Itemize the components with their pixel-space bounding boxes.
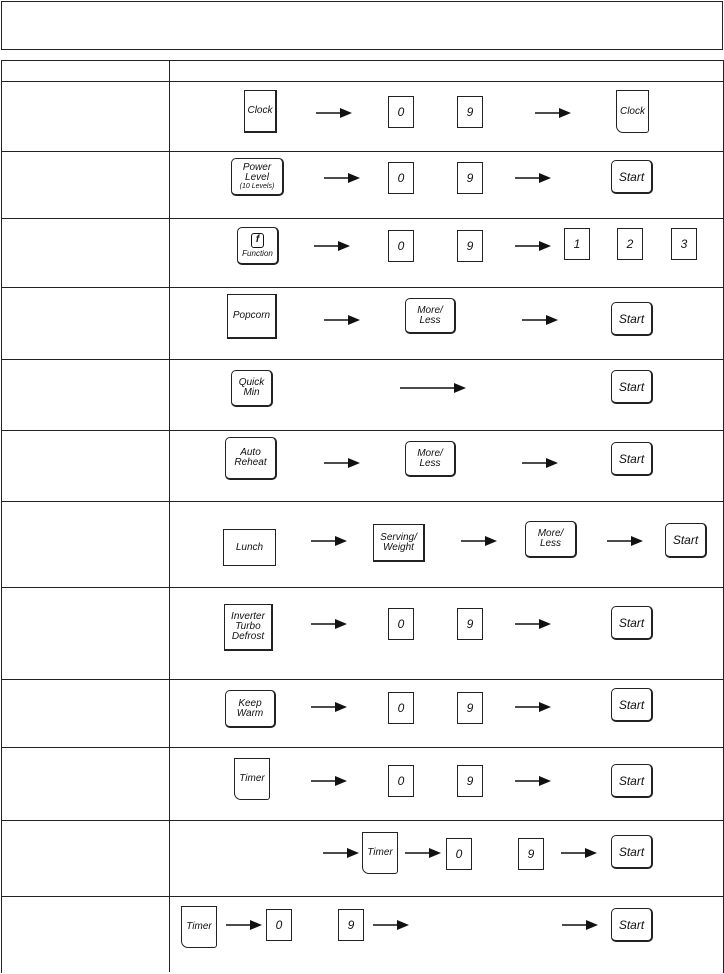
- digit-0-key[interactable]: [388, 230, 414, 262]
- table-row-divider: [1, 430, 723, 431]
- start-key[interactable]: [611, 302, 653, 336]
- keep-warm-key[interactable]: [225, 690, 276, 728]
- keep-warm-key-label: Keep Warm: [236, 697, 264, 719]
- clock-key[interactable]: [616, 90, 649, 133]
- digit-9-label: 9: [466, 617, 474, 631]
- more-less-key[interactable]: [525, 521, 577, 558]
- arrow-right-icon: [311, 774, 347, 788]
- table-row-divider: [1, 679, 723, 680]
- digit-0-label: 0: [397, 239, 405, 253]
- start-key-label: Start: [618, 451, 645, 466]
- table-column-divider: [169, 60, 170, 972]
- auto-reheat-key[interactable]: [225, 437, 277, 480]
- digit-1-label: 1: [573, 237, 581, 251]
- start-key-label: Start: [618, 773, 645, 788]
- digit-0-label: 0: [455, 847, 463, 861]
- table-row-divider: [1, 359, 723, 360]
- arrow-right-icon: [311, 534, 347, 548]
- digit-9-key[interactable]: [457, 96, 483, 128]
- start-key-label: Start: [672, 533, 699, 547]
- arrow-right-icon: [515, 171, 551, 185]
- serving-weight-key-label: Serving/ Weight: [380, 531, 417, 553]
- more-less-key-label: More/ Less: [417, 304, 443, 326]
- timer-key[interactable]: [362, 832, 398, 874]
- table-row-divider: [1, 747, 723, 748]
- digit-0-key[interactable]: [388, 608, 414, 640]
- digit-0-key[interactable]: [388, 692, 414, 724]
- clock-key-label: Clock: [619, 105, 645, 117]
- table-row-divider: [1, 820, 723, 821]
- digit-3-key[interactable]: [671, 228, 697, 260]
- arrow-right-icon: [515, 700, 551, 714]
- arrow-right-icon: [405, 846, 441, 860]
- digit-9-key[interactable]: [457, 608, 483, 640]
- arrow-right-icon: [515, 239, 551, 253]
- arrow-right-icon: [522, 313, 558, 327]
- start-key-label: Start: [618, 844, 645, 859]
- lunch-key-label: Lunch: [235, 541, 264, 553]
- arrow-right-icon: [400, 381, 466, 395]
- start-key-label: Start: [618, 379, 645, 394]
- more-less-key[interactable]: [405, 298, 456, 334]
- digit-0-label: 0: [275, 918, 283, 932]
- arrow-right-icon: [515, 617, 551, 631]
- arrow-right-icon: [311, 617, 347, 631]
- digit-0-key[interactable]: [388, 162, 414, 194]
- more-less-key-label: More/ Less: [417, 447, 443, 469]
- lunch-key[interactable]: [223, 529, 276, 566]
- arrow-right-icon: [373, 918, 409, 932]
- table-row-divider: [1, 151, 723, 152]
- arrow-right-icon: [226, 918, 262, 932]
- quick-min-key[interactable]: [231, 370, 273, 407]
- clock-key-label: Clock: [247, 105, 273, 116]
- start-key-label: Start: [618, 311, 645, 326]
- arrow-right-icon: [324, 456, 360, 470]
- arrow-right-icon: [324, 313, 360, 327]
- digit-9-key[interactable]: [457, 230, 483, 262]
- digit-0-key[interactable]: [388, 765, 414, 797]
- digit-0-key[interactable]: [388, 96, 414, 128]
- function-key-label: Function: [242, 249, 273, 258]
- digit-9-key[interactable]: [338, 909, 364, 941]
- timer-key-label: Timer: [367, 847, 393, 858]
- inverter-turbo-defrost-label: Inverter Turbo Defrost: [231, 611, 265, 642]
- digit-2-label: 2: [626, 237, 634, 251]
- clock-key[interactable]: [244, 90, 277, 133]
- power-level-sublabel: (10 Levels): [239, 182, 275, 190]
- digit-0-label: 0: [397, 105, 405, 119]
- timer-key-label: Timer: [186, 921, 212, 932]
- arrow-right-icon: [607, 534, 643, 548]
- digit-9-label: 9: [347, 918, 355, 932]
- digit-9-label: 9: [466, 105, 474, 119]
- digit-9-label: 9: [527, 847, 535, 861]
- auto-reheat-key-label: Auto Reheat: [234, 447, 267, 468]
- digit-9-label: 9: [466, 701, 474, 715]
- arrow-right-icon: [324, 171, 360, 185]
- popcorn-key[interactable]: [227, 294, 277, 339]
- serving-weight-key[interactable]: [373, 524, 425, 562]
- start-key[interactable]: [611, 370, 653, 404]
- digit-0-label: 0: [397, 774, 405, 788]
- digit-9-key[interactable]: [457, 765, 483, 797]
- power-level-label: Power Level: [242, 161, 272, 183]
- arrow-right-icon: [314, 239, 350, 253]
- digit-3-label: 3: [680, 237, 688, 251]
- header-box: [1, 1, 723, 50]
- start-key[interactable]: [611, 764, 653, 798]
- start-key[interactable]: [665, 523, 707, 558]
- start-key[interactable]: [611, 160, 653, 194]
- power-level-key[interactable]: [231, 158, 284, 196]
- arrow-right-icon: [515, 774, 551, 788]
- start-key-label: Start: [618, 917, 645, 932]
- inverter-turbo-defrost-key[interactable]: [224, 604, 273, 651]
- arrow-right-icon: [323, 846, 359, 860]
- arrow-right-icon: [316, 106, 352, 120]
- start-key-label: Start: [618, 169, 645, 184]
- digit-0-key[interactable]: [266, 909, 292, 941]
- quick-min-key-label: Quick Min: [238, 377, 265, 398]
- table-row-divider: [1, 218, 723, 219]
- digit-9-key[interactable]: [457, 162, 483, 194]
- arrow-right-icon: [461, 534, 497, 548]
- digit-9-key[interactable]: [457, 692, 483, 724]
- table-row-divider: [1, 501, 723, 502]
- start-key-label: Start: [618, 615, 645, 630]
- table-row-divider: [1, 896, 723, 897]
- popcorn-key-label: Popcorn: [232, 310, 271, 321]
- digit-0-label: 0: [397, 701, 405, 715]
- arrow-right-icon: [522, 456, 558, 470]
- timer-key[interactable]: [181, 906, 217, 948]
- table-row-divider: [1, 587, 723, 588]
- digit-9-label: 9: [466, 171, 474, 185]
- arrow-right-icon: [311, 700, 347, 714]
- function-icon: f: [251, 233, 264, 248]
- table-row-divider: [1, 81, 723, 82]
- start-key[interactable]: [611, 688, 653, 722]
- digit-0-label: 0: [397, 617, 405, 631]
- timer-key[interactable]: [234, 758, 270, 800]
- start-key[interactable]: [611, 606, 653, 640]
- start-key[interactable]: [611, 835, 653, 869]
- digit-0-label: 0: [397, 171, 405, 185]
- digit-9-label: 9: [466, 774, 474, 788]
- start-key-label: Start: [618, 697, 645, 712]
- digit-9-label: 9: [466, 239, 474, 253]
- more-less-key-label: More/ Less: [537, 528, 564, 549]
- arrow-right-icon: [562, 918, 598, 932]
- digit-0-key[interactable]: [446, 838, 472, 870]
- function-key[interactable]: [237, 227, 279, 265]
- start-key[interactable]: [611, 442, 653, 476]
- arrow-right-icon: [561, 846, 597, 860]
- timer-key-label: Timer: [239, 773, 265, 784]
- digit-1-key[interactable]: [564, 228, 590, 260]
- arrow-right-icon: [535, 106, 571, 120]
- start-key[interactable]: [611, 908, 653, 942]
- digit-2-key[interactable]: [617, 228, 643, 260]
- more-less-key[interactable]: [405, 441, 456, 477]
- digit-9-key[interactable]: [518, 838, 544, 870]
- table-row-divider: [1, 287, 723, 288]
